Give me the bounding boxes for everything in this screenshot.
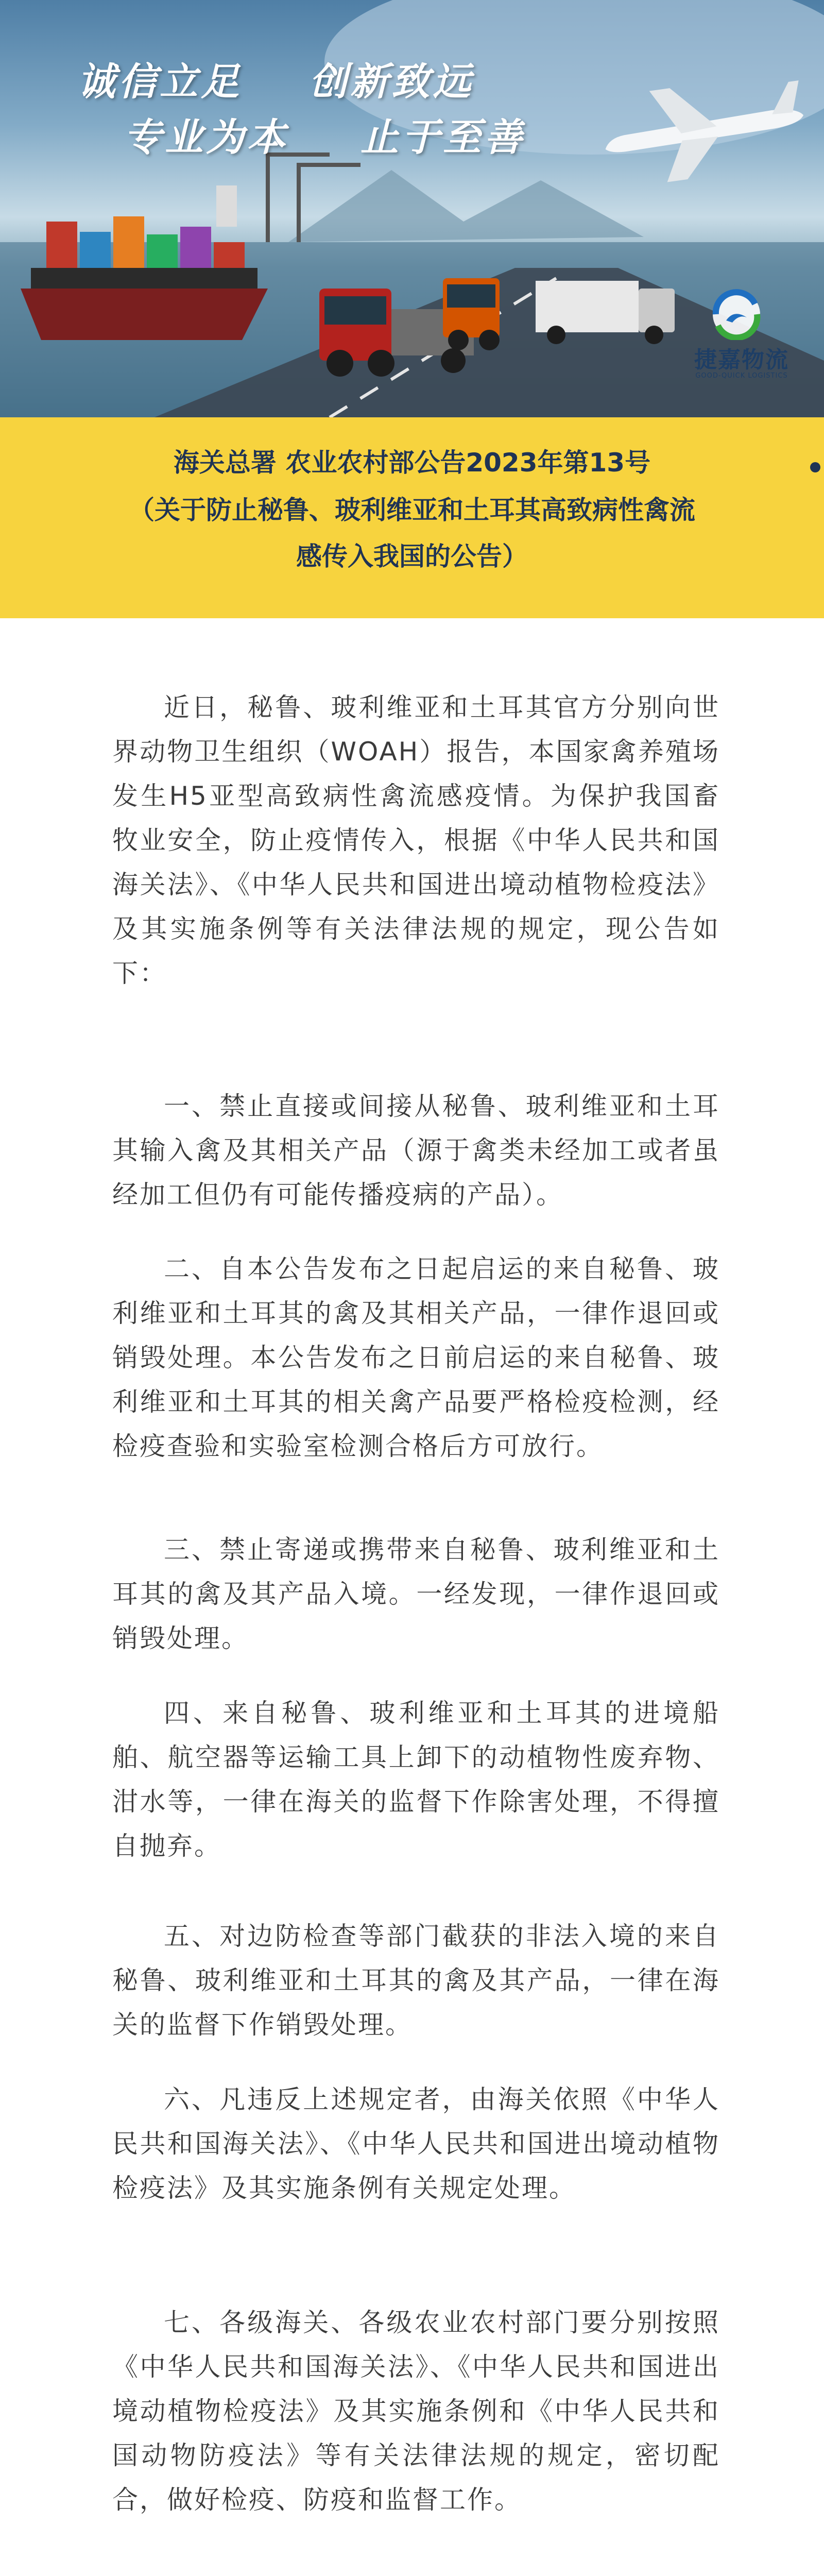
closing-line <box>112 2568 720 2576</box>
intro-paragraph: 近日，秘鲁、玻利维亚和土耳其官方分别向世界动物卫生组织（WOAH）报告，本国家禽养殖场发生H5亚型高致病性禽流感疫情。为保护我国畜牧业安全，防止疫情传入，根据《中华人民共和国海关法》、《中华人民共和国进出境动植物检疫法》及其实施条例等有关法律法规的规定，现公告如下： <box>112 692 720 988</box>
announcement-subtitle-2: 感传入我国的公告） <box>296 541 528 571</box>
announcement-subtitle-1: （关于防止秘鲁、玻利维亚和土耳其高致病性禽流 <box>129 495 695 525</box>
slogan-1: 诚信立足 <box>77 60 242 104</box>
clause-1: 一、禁止直接或间接从秘鲁、玻利维亚和土耳其输入禽及其相关产品（源于禽类未经加工或者虽经加工但仍有可能传播疫病的产品）。 <box>112 1091 720 1210</box>
clause-4: 四、来自秘鲁、玻利维亚和土耳其的进境船舶、航空器等运输工具上卸下的动植物性废弃物、泔水等，一律在海关的监督下作除害处理，不得擅自抛弃。 <box>112 1698 720 1861</box>
clause-7: 七、各级海关、各级农业农村部门要分别按照《中华人民共和国海关法》、《中华人民共和国进出境动植物检疫法》及其实施条例和《中华人民共和国动物防疫法》等有关法律法规的规定，密切配合，做好检疫、防疫和监督工作。 <box>112 2308 720 2515</box>
clause-5: 五、对边防检查等部门截获的非法入境的来自秘鲁、玻利维亚和土耳其的禽及其产品，一律在海关的监督下作销毁处理。 <box>112 1921 720 2040</box>
clause-3: 三、禁止寄递或携带来自秘鲁、玻利维亚和土耳其的禽及其产品入境。一经发现，一律作退回或销毁处理。 <box>112 1535 720 1653</box>
banner-logo-text: 捷嘉物流 <box>694 347 789 373</box>
slogan-2: 创新致远 <box>309 60 474 104</box>
header-banner <box>0 0 824 417</box>
announcement-title: 海关总署 农业农村部公告2023年第13号 <box>173 448 651 478</box>
banner-logo-icon <box>706 289 767 340</box>
banner-logo-subtext: GOOD-QUICK LOGISTICS <box>695 372 788 380</box>
clause-6: 六、凡违反上述规定者，由海关依照《中华人民共和国海关法》、《中华人民共和国进出境动植物检疫法》及其实施条例有关规定处理。 <box>112 2084 720 2203</box>
title-dot-icon <box>810 462 821 473</box>
slogan-3: 专业为本 <box>124 115 288 160</box>
clause-2: 二、自本公告发布之日起启运的来自秘鲁、玻利维亚和土耳其的禽及其相关产品，一律作退回或销毁处理。本公告发布之日前启运的来自秘鲁、玻利维亚和土耳其的相关禽产品要严格检疫检测，经检疫查验和实验室检测合格后方可放行。 <box>112 1254 720 1461</box>
slogan-4: 止于至善 <box>360 115 525 160</box>
